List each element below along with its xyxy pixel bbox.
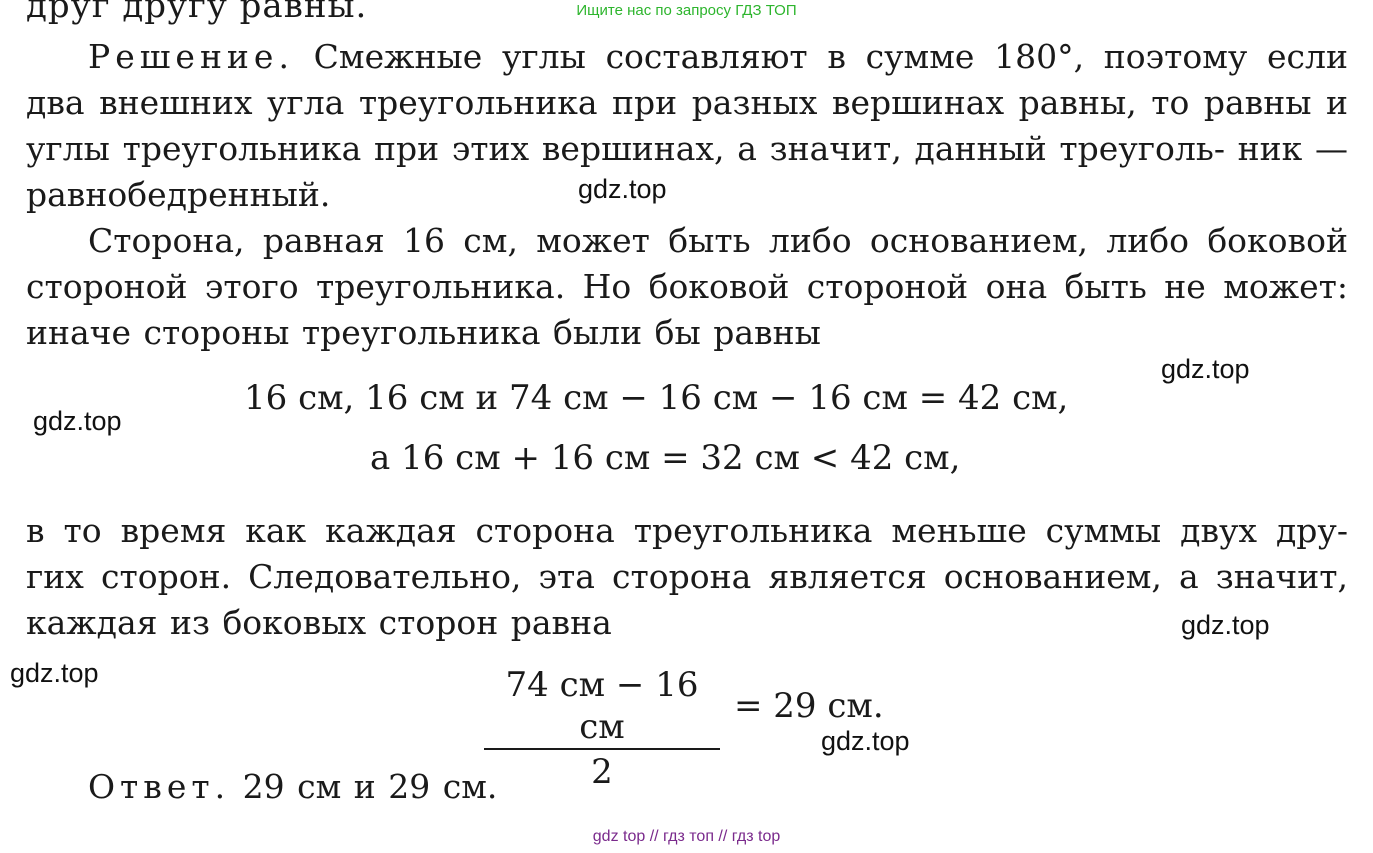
- formula-sum: а 16 см + 16 см = 32 см < 42 см,: [370, 438, 961, 478]
- answer-text: 29 см и 29 см.: [242, 767, 498, 806]
- watermark: gdz.top: [33, 406, 122, 436]
- solution-paragraph-2: [26, 218, 1348, 356]
- watermark: gdz.top: [1161, 354, 1250, 384]
- solution-paragraph-3: [26, 508, 1348, 646]
- cut-off-previous-line: друг другу равны.: [26, 0, 368, 26]
- watermark: gdz.top: [578, 174, 667, 204]
- solution-paragraph-1: [26, 34, 1348, 218]
- answer-paragraph: [26, 764, 1348, 810]
- fraction-numerator: 74 см − 16 см: [505, 665, 699, 747]
- top-banner: Ищите нас по запросу ГДЗ ТОП: [576, 2, 797, 19]
- solution-text-2: Сторона, равная 16 см, может быть либо основанием, либо боковой стороной этого треугольника. Но боковой стороной она быть не может: иначе стороны треугольника были бы равны: [26, 221, 1348, 352]
- fraction-denominator: 2: [591, 752, 613, 792]
- watermark: gdz.top: [10, 658, 99, 688]
- watermark: gdz.top: [1181, 610, 1270, 640]
- formula-sides: 16 см, 16 см и 74 см − 16 см − 16 см = 42 см,: [244, 378, 1069, 418]
- fraction-result: = 29 см.: [734, 686, 884, 726]
- solution-text-3: в то время как каждая сторона треугольника меньше суммы двух дру- гих сторон. Следовательно, эта сторона является основанием, а значит, каждая из боковых сторон равна: [26, 511, 1348, 642]
- solution-label: Решение.: [88, 37, 294, 76]
- watermark: gdz.top: [821, 726, 910, 756]
- solution-text-1: Смежные углы составляют в сумме 180°, поэтому если два внешних угла треугольника при разных вершинах равны, то равны и углы треугольника при этих вершинах, а значит, данный треуголь- ник — равнобедренный.: [26, 37, 1348, 214]
- footer-links: gdz top // гдз топ // гдз top: [592, 828, 781, 845]
- answer-label: Ответ.: [88, 767, 231, 806]
